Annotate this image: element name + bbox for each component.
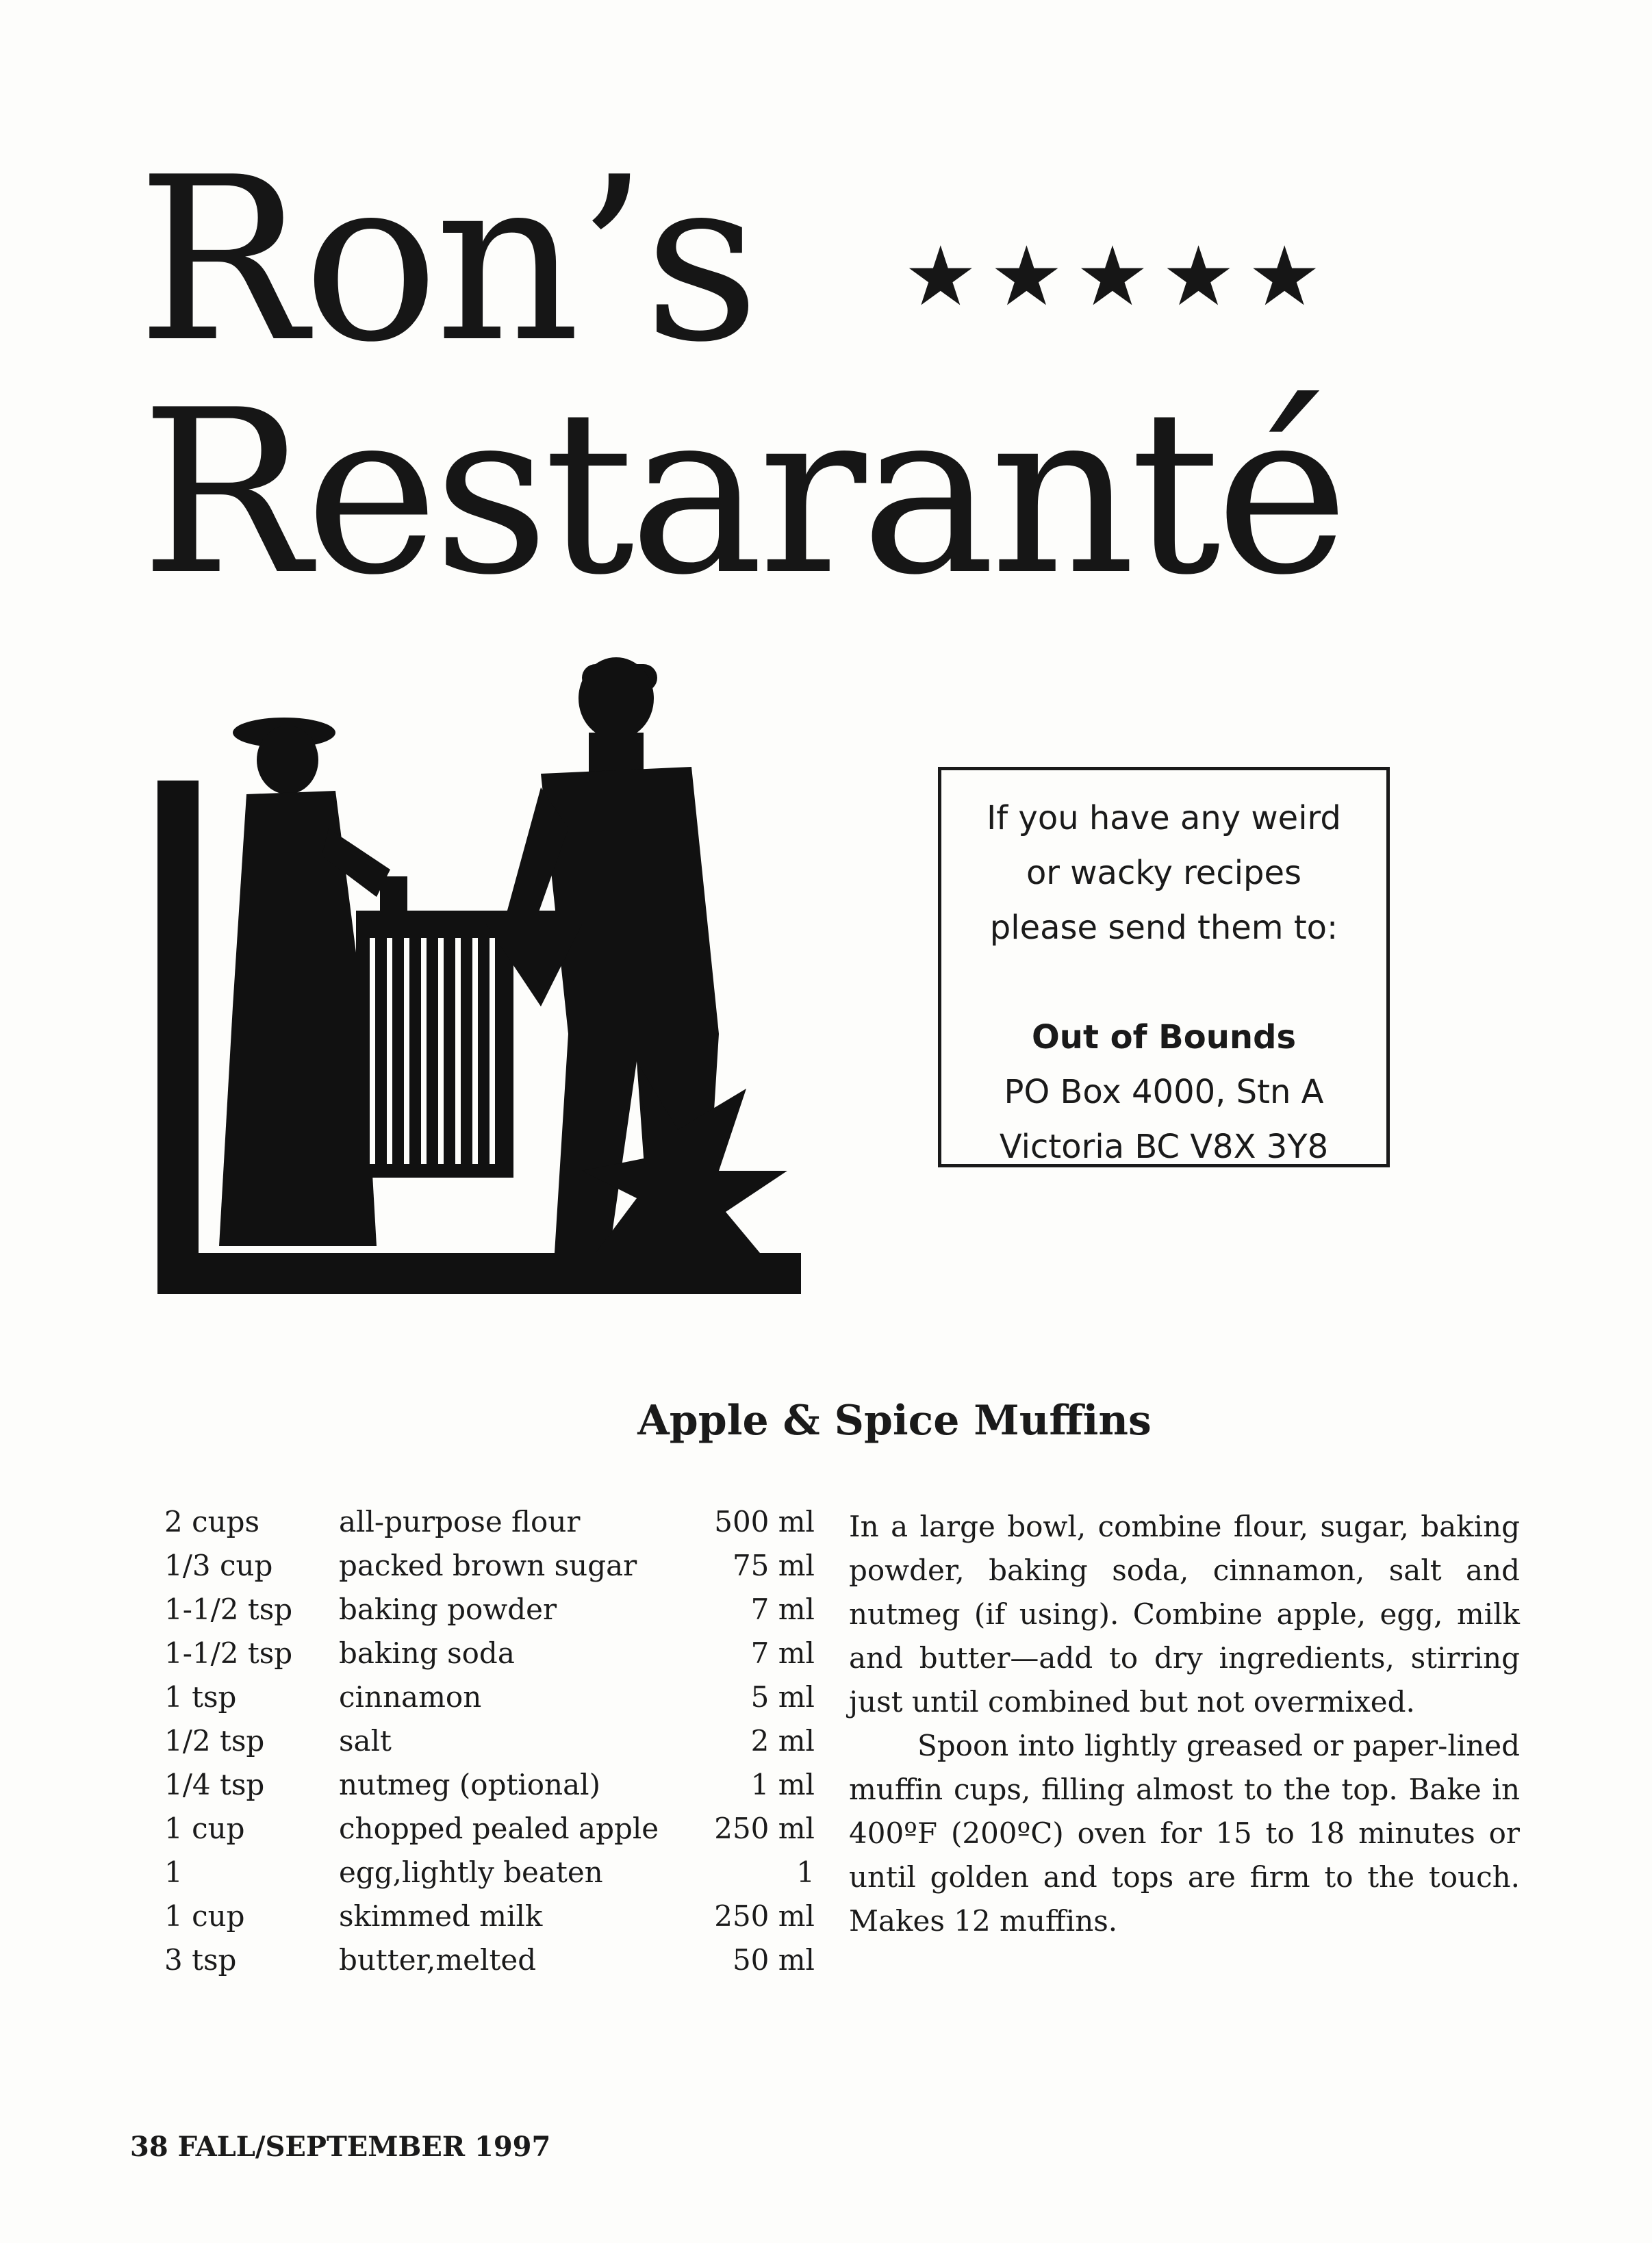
ingredient-metric: 2 ml: [750, 1724, 815, 1758]
ingredients-list: [164, 1505, 815, 1987]
ingredient-name: egg,lightly beaten: [339, 1855, 603, 1889]
callout-address-line1: PO Box 4000, Stn A: [1004, 1073, 1324, 1111]
recipe-submission-callout: [938, 767, 1390, 1167]
ingredient-metric: 250 ml: [714, 1899, 815, 1933]
ingredient-name: skimmed milk: [339, 1899, 543, 1933]
ingredient-quantity: 2 cups: [164, 1505, 260, 1538]
ingredient-row: [164, 1768, 815, 1812]
ingredient-row: [164, 1505, 815, 1549]
ingredient-name: baking soda: [339, 1636, 515, 1670]
ingredient-row: [164, 1593, 815, 1636]
ingredient-quantity: 1/4 tsp: [164, 1768, 265, 1801]
ingredient-quantity: 1: [164, 1855, 183, 1889]
page-footer: 38 FALL/SEPTEMBER 1997: [130, 2131, 551, 2163]
page-title-line1: Ron’s: [137, 129, 756, 392]
ingredient-metric: 5 ml: [750, 1680, 815, 1714]
ingredient-row: [164, 1855, 815, 1899]
ingredient-metric: 250 ml: [714, 1812, 815, 1845]
ingredient-metric: 50 ml: [732, 1943, 815, 1977]
ingredient-metric: 500 ml: [714, 1505, 815, 1538]
callout-line2: or wacky recipes: [1026, 854, 1302, 892]
ingredient-row: [164, 1899, 815, 1943]
recipe-method: [849, 1505, 1520, 1943]
ingredient-name: cinnamon: [339, 1680, 482, 1714]
ingredient-quantity: 1-1/2 tsp: [164, 1593, 293, 1626]
ingredient-quantity: 3 tsp: [164, 1943, 237, 1977]
ingredient-quantity: 1 cup: [164, 1812, 245, 1845]
ingredient-quantity: 1/2 tsp: [164, 1724, 265, 1758]
ingredient-row: [164, 1812, 815, 1855]
ingredient-quantity: 1-1/2 tsp: [164, 1636, 293, 1670]
ingredient-metric: 7 ml: [750, 1636, 815, 1670]
ingredient-quantity: 1 cup: [164, 1899, 245, 1933]
ingredient-name: all-purpose flour: [339, 1505, 581, 1538]
ingredient-row: [164, 1549, 815, 1593]
ingredient-metric: 75 ml: [732, 1549, 815, 1582]
ingredient-row: [164, 1680, 815, 1724]
ingredient-metric: 1: [796, 1855, 815, 1889]
recipe-title: Apple & Spice Muffins: [637, 1397, 1152, 1445]
ingredient-quantity: 1 tsp: [164, 1680, 237, 1714]
ingredient-name: packed brown sugar: [339, 1549, 637, 1582]
ingredient-quantity: 1/3 cup: [164, 1549, 273, 1582]
star-rating: ★★★★★: [904, 229, 1334, 325]
ingredient-row: [164, 1943, 815, 1987]
ingredient-name: butter,melted: [339, 1943, 537, 1977]
ingredient-row: [164, 1724, 815, 1768]
callout-line3: please send them to:: [989, 909, 1338, 947]
ingredient-metric: 1 ml: [750, 1768, 815, 1801]
ingredient-name: nutmeg (optional): [339, 1768, 600, 1801]
callout-organization: Out of Bounds: [1031, 1018, 1297, 1056]
ingredient-name: salt: [339, 1724, 392, 1758]
method-paragraph-1: In a large bowl, combine flour, sugar, baking powder, baking soda, cinnamon, salt and nutmeg (if using). Combine apple, egg, milk and butter—add to dry ingredients, stirring just until combined but not overmixed.: [849, 1510, 1520, 1719]
page-title-line2: Restaranté: [140, 362, 1344, 624]
ingredient-row: [164, 1636, 815, 1680]
illustration-wall: [157, 781, 199, 1260]
method-paragraph-2: Spoon into lightly greased or paper-lined muffin cups, filling almost to the top. Bake in 400ºF (200ºC) oven for 15 to 18 minutes or until golden and tops are firm to the touch. Makes 12 muffins.: [849, 1729, 1520, 1938]
callout-line1: If you have any weird: [987, 799, 1341, 837]
ingredient-name: chopped pealed apple: [339, 1812, 659, 1845]
illustration-floor: [157, 1253, 801, 1294]
waiter-silhouette-illustration: [157, 650, 808, 1335]
ingredient-name: baking powder: [339, 1593, 557, 1626]
callout-address-line2: Victoria BC V8X 3Y8: [999, 1128, 1329, 1166]
ingredient-metric: 7 ml: [750, 1593, 815, 1626]
